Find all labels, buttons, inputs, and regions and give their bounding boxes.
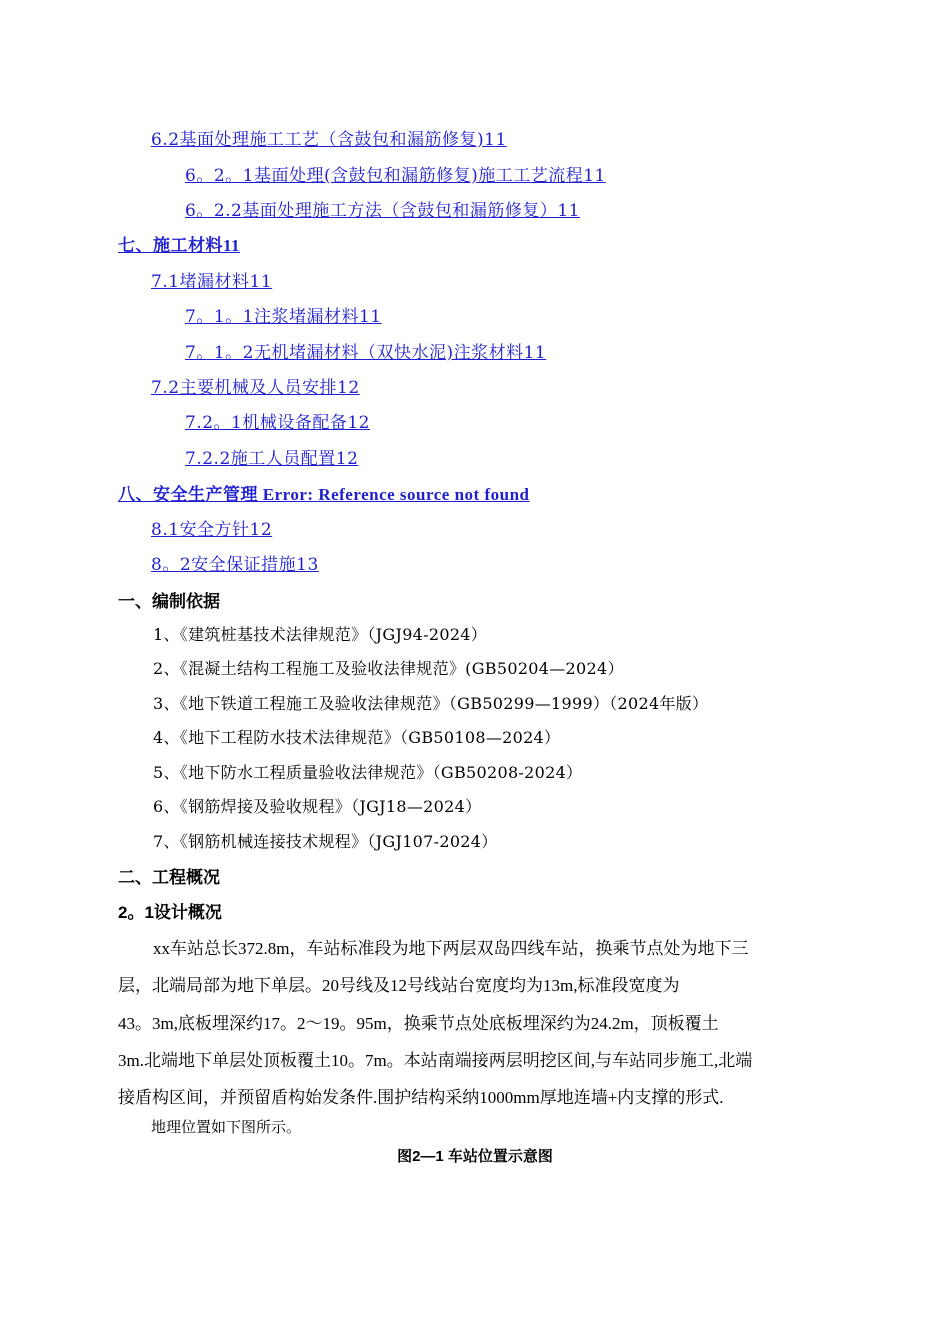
toc-entry[interactable]: 7.2。1机械设备配备12 [185,413,370,433]
toc-entry[interactable]: 8。2安全保证措施13 [151,555,319,575]
paragraph-line: 43。3m,底板埋深约17。2～19。95m，换乘节点处底板埋深约为24.2m，顶板覆土 [118,1014,719,1033]
reference-item: 7、《钢筋机械连接技术规程》（JGJ107-2024） [153,832,498,851]
toc-entry[interactable]: 7。1。2无机堵漏材料（双快水泥)注浆材料11 [185,343,547,363]
reference-item: 6、《钢筋焊接及验收规程》（JGJ18—2024） [153,797,482,816]
toc-entry[interactable]: 7。1。1注浆堵漏材料11 [185,307,382,327]
paragraph-line: 3m.北端地下单层处顶板覆土10。7m。本站南端接两层明挖区间,与车站同步施工,北端 [118,1051,753,1070]
toc-entry[interactable]: 7.2.2施工人员配置12 [185,449,359,469]
reference-item: 1、《建筑桩基技术法律规范》（JGJ94-2024） [153,625,488,644]
figure-caption: 图2—1 车站位置示意图 [397,1148,553,1165]
section-heading: 二、工程概况 [118,868,220,887]
toc-entry[interactable]: 6。2。1基面处理(含鼓包和漏筋修复)施工工艺流程11 [185,166,606,186]
reference-item: 5、《地下防水工程质量验收法律规范》（GB50208-2024） [153,763,583,782]
toc-entry[interactable]: 七、施工材料11 [118,236,241,255]
reference-item: 4、《地下工程防水技术法律规范》（GB50108—2024） [153,728,561,747]
paragraph-line: xx车站总长372.8m，车站标准段为地下两层双岛四线车站，换乘节点处为地下三 [153,939,749,958]
toc-entry[interactable]: 八、安全生产管理 Error: Reference source not found [118,485,530,504]
toc-entry[interactable]: 7.1堵漏材料11 [151,272,273,292]
toc-entry[interactable]: 7.2主要机械及人员安排12 [151,378,360,398]
reference-item: 2、《混凝土结构工程施工及验收法律规范》(GB50204—2024） [153,659,624,678]
toc-entry[interactable]: 8.1安全方针12 [151,520,273,540]
section-heading: 一、编制依据 [118,592,220,611]
toc-entry[interactable]: 6.2基面处理施工工艺（含鼓包和漏筋修复)11 [151,130,507,150]
reference-item: 3、《地下铁道工程施工及验收法律规范》（GB50299—1999）（2024年版） [153,694,709,713]
paragraph-line: 接盾构区间，并预留盾构始发条件.围护结构采纳1000mm厚地连墙+内支撑的形式. [118,1088,724,1107]
subsection-heading: 2。1设计概况 [118,903,222,922]
paragraph-line: 层，北端局部为地下单层。20号线及12号线站台宽度均为13m,标准段宽度为 [118,976,680,995]
toc-entry[interactable]: 6。2.2基面处理施工方法（含鼓包和漏筋修复）11 [185,201,580,221]
location-note: 地理位置如下图所示。 [151,1120,302,1136]
